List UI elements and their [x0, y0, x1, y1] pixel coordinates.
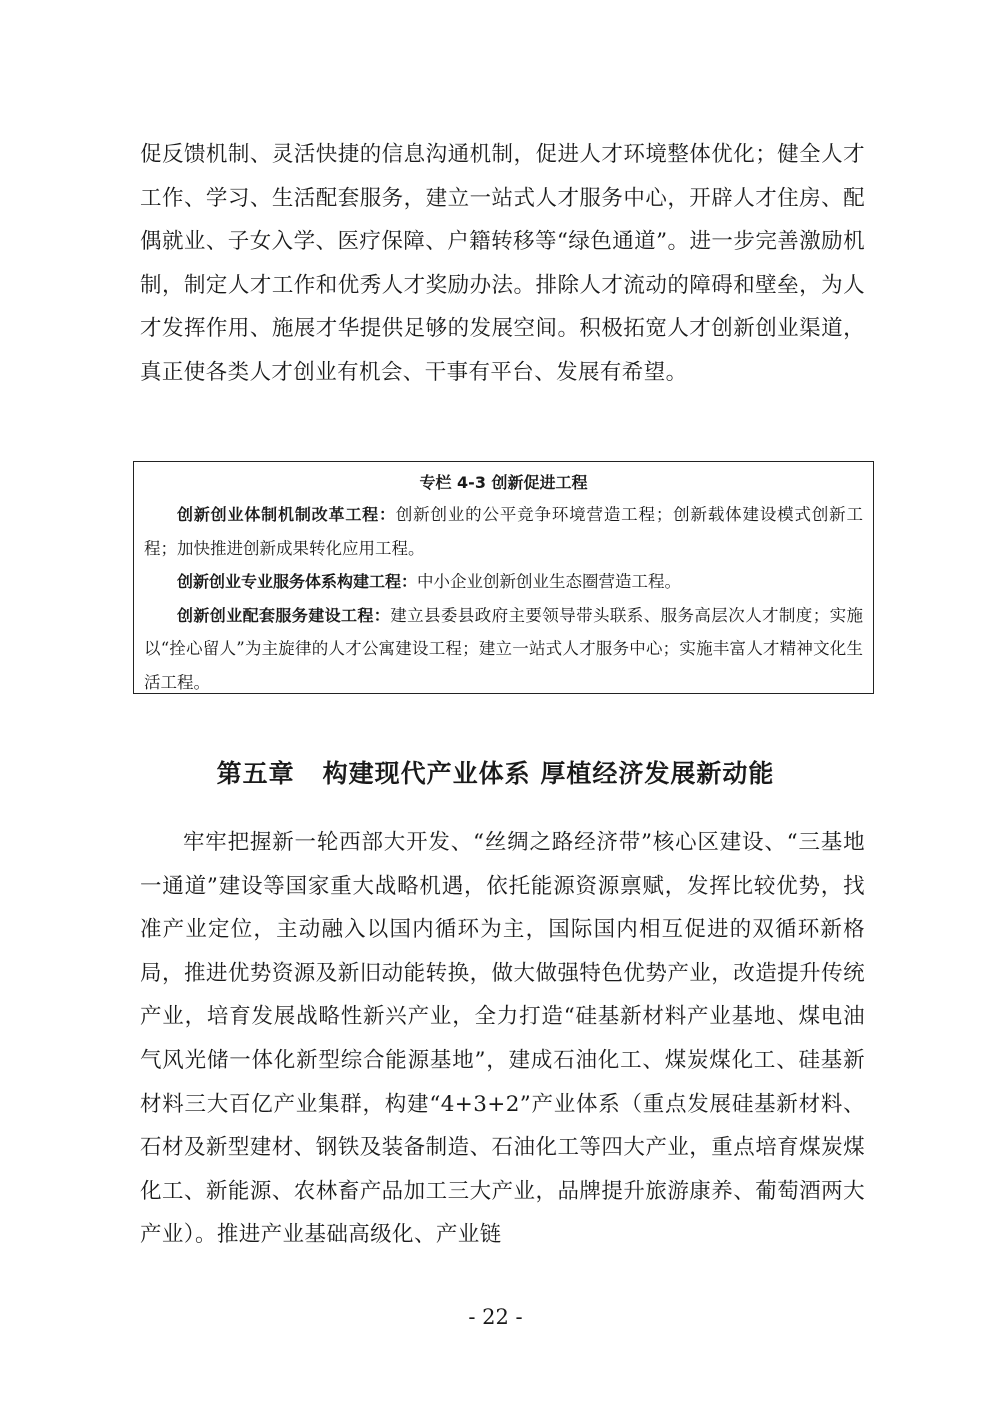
chapter-heading: [0, 756, 991, 792]
chapter-number: 第五章: [216, 759, 295, 788]
column-box-item-text: 中小企业创新创业生态圈营造工程。: [417, 572, 682, 591]
column-box-item: [144, 599, 863, 700]
column-box-item-term: 创新创业专业服务体系构建工程：: [177, 572, 418, 591]
column-box-item: [144, 498, 863, 565]
body-paragraph-bottom: 牢牢把握新一轮西部大开发、“丝绸之路经济带”核心区建设、“三基地一通道”建设等国家重大战略机遇，依托能源资源禀赋，发挥比较优势，找准产业定位，主动融入以国内循环为主，国际国内相互促进的双循环新格局，推进优势资源及新旧动能转换，做大做强特色优势产业，改造提升传统产业，培育发展战略性新兴产业，全力打造“硅基新材料产业基地、煤电油气风光储一体化新型综合能源基地”，建成石油化工、煤炭煤化工、硅基新材料三大百亿产业集群，构建“4+3+2”产业体系（重点发展硅基新材料、石材及新型建材、钢铁及装备制造、石油化工等四大产业，重点培育煤炭煤化工、新能源、农林畜产品加工三大产业，品牌提升旅游康养、葡萄酒两大产业）。推进产业基础高级化、产业链: [140, 830, 865, 1248]
body-paragraph-top: 促反馈机制、灵活快捷的信息沟通机制，促进人才环境整体优化；健全人才工作、学习、生活配套服务，建立一站式人才服务中心，开辟人才住房、配偶就业、子女入学、医疗保障、户籍转移等“绿色通道”。进一步完善激励机制，制定人才工作和优秀人才奖励办法。排除人才流动的障碍和壁垒，为人才发挥作用、施展才华提供足够的发展空间。积极拓宽人才创新创业渠道，真正使各类人才创业有机会、干事有平台、发展有希望。: [140, 142, 865, 385]
column-box-item-term: 创新创业配套服务建设工程：: [177, 605, 391, 625]
column-box-item: [144, 565, 863, 599]
page-number: - 22 -: [468, 1305, 523, 1329]
column-box-item-text: 建立县委县政府主要领导带头联系、服务高层次人才制度；实施以“拴心留人”为主旋律的人才公寓建设工程；建立一站式人才服务中心；实施丰富人才精神文化生活工程。: [144, 605, 863, 692]
column-box-4-3: [133, 461, 874, 694]
chapter-title: 构建现代产业体系 厚植经济发展新动能: [322, 759, 775, 788]
column-box-title: 专栏 4-3 创新促进工程: [419, 473, 588, 492]
column-box-item-text: 创新创业的公平竞争环境营造工程；创新载体建设模式创新工程；加快推进创新成果转化应用工程。: [144, 505, 863, 558]
column-box-item-term: 创新创业体制机制改革工程：: [177, 505, 396, 524]
